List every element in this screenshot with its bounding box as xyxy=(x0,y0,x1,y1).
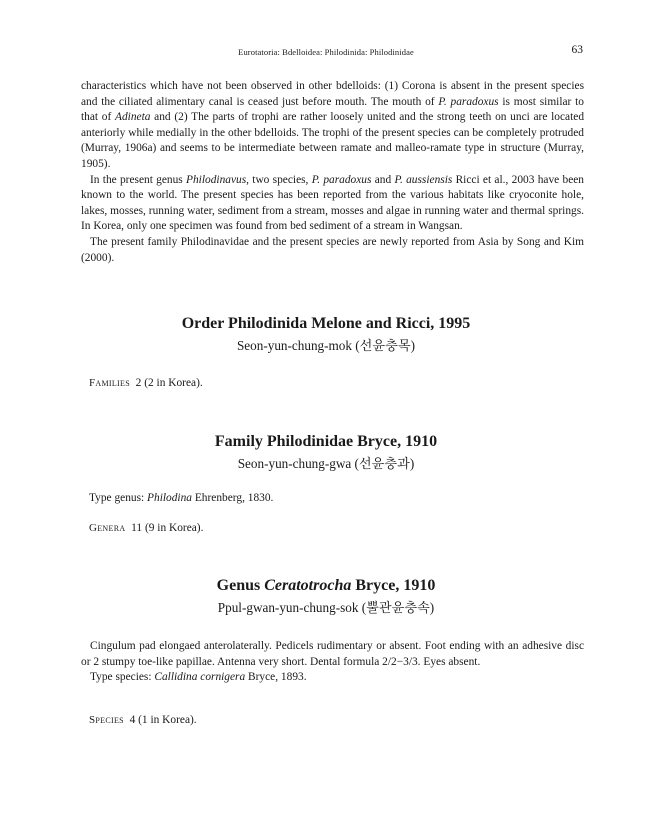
family-genera xyxy=(89,522,203,534)
type-species-author: Bryce, 1893. xyxy=(245,671,307,684)
type-species-label: Type species: xyxy=(90,671,155,684)
genus-korean-name: Ppul-gwan-yun-chung-sok (뿔관윤충속) xyxy=(217,600,435,615)
genus-heading-suffix: Bryce, 1910 xyxy=(351,577,436,594)
type-genus-name: Philodina xyxy=(147,492,192,504)
species-label: Species xyxy=(89,714,124,726)
families-value: 2 (2 in Korea). xyxy=(135,377,203,389)
family-type-genus xyxy=(89,492,273,504)
genera-label: Genera xyxy=(89,522,126,534)
genera-value: 11 (9 in Korea). xyxy=(131,522,204,534)
order-heading: Order Philodinida Melone and Ricci, 1995 xyxy=(181,315,471,332)
order-families xyxy=(89,377,203,389)
type-genus-label: Type genus: xyxy=(89,492,148,504)
genus-heading-name: Ceratotrocha xyxy=(264,577,352,594)
order-korean-name: Seon-yun-chung-mok (선윤충목) xyxy=(236,338,416,353)
intro-paragraph-1: characteristics which have not been observed in other bdelloids: (1) Corona is absent in the present species and the ciliated alimentary canal is ceased just before mouth. The mouth of P. paradoxus is most similar to that of Adineta and (2) The parts of trophi are rather loosely united and the strong teeth on unci are located anteriorly while medially in the other bdelloids. The trophi of the present species can be completely protruded (Murray, 1906a) and seems to be intermediate between ramate and malleo-ramate type in structure (Murray, 1905). xyxy=(81,80,585,170)
running-header: Eurotatoria: Bdelloidea: Philodinida: Philodinidae xyxy=(238,47,414,57)
page-number: 63 xyxy=(571,44,583,56)
type-species-name: Callidina cornigera xyxy=(154,671,246,684)
families-label: Families xyxy=(89,377,130,389)
genus-heading xyxy=(0,577,652,595)
intro-paragraph-3: The present family Philodinavidae and the present species are newly reported from Asia by Song and Kim (2000). xyxy=(81,235,584,264)
species-value: 4 (1 in Korea). xyxy=(129,714,197,726)
type-genus-author: Ehrenberg, 1830. xyxy=(191,492,274,504)
genus-description: Cingulum pad elongaed anterolaterally. Pedicels rudimentary or absent. Foot ending with an adhesive disc or 2 stumpy toe-like papillae. Antenna very short. Dental formula 2/2−3/3. Eyes absent. xyxy=(81,640,584,668)
family-korean-name: Seon-yun-chung-gwa (선윤충과) xyxy=(237,456,415,471)
genus-heading-prefix: Genus xyxy=(216,577,265,594)
intro-text xyxy=(81,79,584,266)
family-heading: Family Philodinidae Bryce, 1910 xyxy=(214,433,438,450)
genus-description-block xyxy=(81,639,584,686)
intro-paragraph-2: In the present genus Philodinavus, two species, P. paradoxus and P. aussiensis Ricci et al., 2003 have been known to the world. The present species has been reported from the various habitats like cryoconite hole, lakes, mosses, running water, sediment from a stream, mosses and algae in running water and thermal springs. In Korea, only one specimen was found from bed sediment of a stream in Wangsan. xyxy=(81,173,584,233)
genus-species xyxy=(89,714,197,726)
genus-type-species xyxy=(81,670,584,686)
